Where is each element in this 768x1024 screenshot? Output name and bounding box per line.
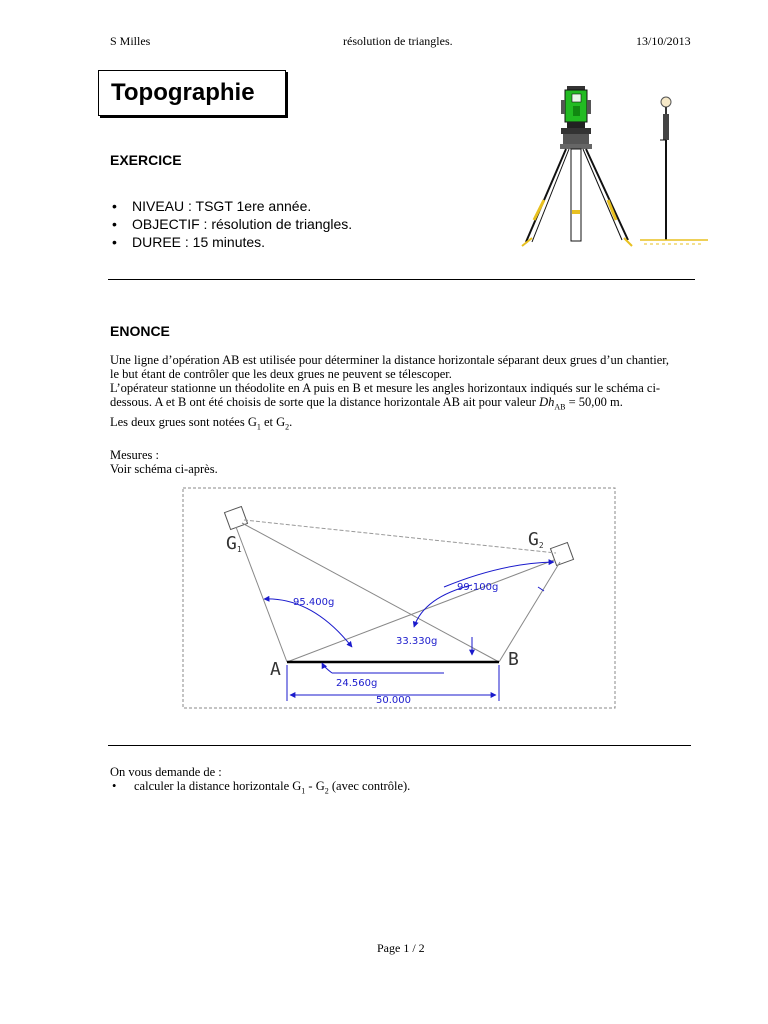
header-subject: résolution de triangles. (343, 34, 453, 48)
question-sub-2: 2 (324, 786, 329, 796)
exercice-list (108, 197, 352, 251)
question-block (110, 765, 700, 799)
angle-c-value: 33.330g (396, 636, 438, 647)
enonce-line-4 (110, 395, 700, 415)
exercice-item-objectif: • OBJECTIF : résolution de triangles. (108, 215, 352, 233)
question-sub-1: 1 (301, 786, 306, 796)
question-list (110, 779, 700, 799)
enonce-line-3: L’opérateur stationne un théodolite en A puis en B et mesure les angles horizontaux indiqués sur le schéma ci- (110, 381, 661, 395)
exercice-item-niveau: • NIVEAU : TSGT 1ere année. (108, 197, 352, 215)
page-number: Page 1 / 2 (377, 941, 425, 955)
prism-pole-icon (640, 97, 708, 244)
enonce-text (110, 353, 700, 476)
divider-1 (108, 279, 695, 280)
enonce-heading: ENONCE (110, 323, 170, 339)
distance-value: 50.000 (376, 695, 411, 706)
triangulation-diagram (182, 487, 616, 709)
mesures-label: Mesures : (110, 448, 159, 462)
instrument-illustration (520, 80, 710, 252)
question-item (110, 779, 700, 799)
label-g2: G2 (528, 529, 544, 550)
line-a-g1 (236, 527, 287, 662)
divider-2 (108, 745, 691, 746)
voir-schema: Voir schéma ci-après. (110, 462, 218, 476)
diagram-frame (183, 488, 615, 708)
angle-b-value: 99.100g (457, 582, 499, 593)
enonce-line-4a: dessous. A et B ont été choisis de sorte que la distance horizontale AB ait pour valeur (110, 395, 540, 409)
enonce-line-5 (110, 415, 700, 435)
g2-subscript: 2 (285, 422, 290, 431)
page-title: Topographie (111, 79, 255, 106)
crane-g1-box (224, 506, 247, 529)
label-a: A (270, 659, 281, 680)
g1-subscript: 1 (256, 422, 261, 431)
question-item-c: (avec contrôle). (328, 779, 411, 793)
enonce-line-1: Une ligne d’opération AB est utilisée pour déterminer la distance horizontale séparant deux grues d’un chantier, (110, 353, 670, 367)
header-date: 13/10/2013 (636, 34, 691, 48)
header-author: S Milles (110, 34, 151, 48)
question-intro: On vous demande de : (110, 765, 222, 779)
dh-subscript: AB (554, 402, 566, 412)
label-g1: G1 (226, 533, 242, 554)
angle-a-value: 95.400g (293, 597, 335, 608)
theodolite-icon (522, 86, 632, 246)
enonce-line-2: le but étant de contrôler que les deux grues ne peuvent se télescoper. (110, 367, 452, 381)
label-b: B (508, 649, 519, 670)
enonce-line-4b: = 50,00 m. (565, 395, 623, 409)
enonce-line-5a: Les deux grues sont notées G (110, 414, 257, 429)
title-box (98, 70, 286, 116)
dh-symbol: Dh (539, 395, 555, 409)
arrow-angle-d (322, 663, 332, 673)
exercice-item-duree: • DUREE : 15 minutes. (108, 233, 352, 251)
angle-d-value: 24.560g (336, 678, 378, 689)
question-item-a: calculer la distance horizontale G (134, 779, 302, 793)
line-g1-g2 (244, 520, 556, 553)
question-item-b: - G (305, 779, 325, 793)
enonce-line-5b: et G (260, 414, 286, 429)
exercice-heading: EXERCICE (110, 152, 182, 168)
enonce-line-5c: . (289, 414, 293, 429)
